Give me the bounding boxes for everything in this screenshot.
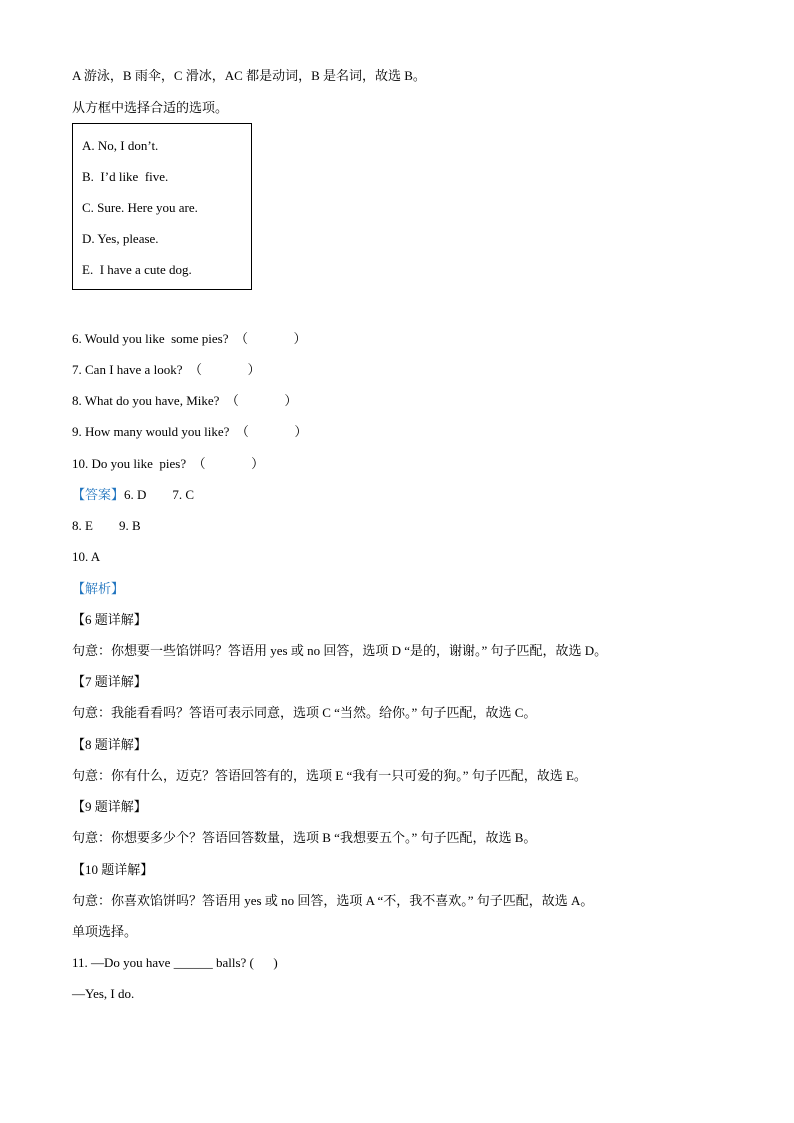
answer-label: 【答案】 bbox=[72, 487, 125, 502]
question-9: 9. How many would you like? （ ） bbox=[72, 424, 308, 439]
option-e: E. I have a cute dog. bbox=[82, 262, 192, 277]
option-b: B. I’d like five. bbox=[82, 169, 169, 184]
section-title: 单项选择。 bbox=[72, 924, 138, 939]
detail-heading-8: 【8 题详解】 bbox=[72, 737, 147, 752]
option-c: C. Sure. Here you are. bbox=[82, 200, 198, 215]
detail-text-10: 句意：你喜欢馅饼吗？答语用 yes 或 no 回答，选项 A “不，我不喜欢。” 句子匹配，故选 A。 bbox=[72, 893, 594, 908]
question-8: 8. What do you have, Mike? （ ） bbox=[72, 393, 298, 408]
detail-heading-7: 【7 题详解】 bbox=[72, 674, 147, 689]
question-11-reply: —Yes, I do. bbox=[72, 986, 135, 1001]
detail-heading-10: 【10 题详解】 bbox=[72, 862, 154, 877]
answer-line-1 bbox=[72, 486, 194, 504]
detail-heading-6: 【6 题详解】 bbox=[72, 612, 147, 627]
analysis-label: 【解析】 bbox=[72, 581, 125, 596]
answer-line-2: 8. E 9. B bbox=[72, 518, 141, 533]
detail-heading-9: 【9 题详解】 bbox=[72, 799, 147, 814]
detail-text-8: 句意：你有什么，迈克？答语回答有的，选项 E “我有一只可爱的狗。” 句子匹配，故选 E。 bbox=[72, 768, 587, 783]
option-d: D. Yes, please. bbox=[82, 231, 159, 246]
question-6: 6. Would you like some pies? （ ） bbox=[72, 331, 307, 346]
answer-text-1: 6. D 7. C bbox=[124, 487, 195, 502]
intro-line-2: 从方框中选择合适的选项。 bbox=[72, 100, 229, 115]
question-7: 7. Can I have a look? （ ） bbox=[72, 362, 261, 377]
detail-text-9: 句意：你想要多少个？答语回答数量，选项 B “我想要五个。” 句子匹配，故选 B。 bbox=[72, 830, 537, 845]
question-11: 11. —Do you have ______ balls? ( ) bbox=[72, 955, 278, 970]
detail-text-7: 句意：我能看看吗？答语可表示同意，选项 C “当然。给你。” 句子匹配，故选 C。 bbox=[72, 705, 537, 720]
option-a: A. No, I don’t. bbox=[82, 138, 159, 153]
detail-text-6: 句意：你想要一些馅饼吗？答语用 yes 或 no 回答，选项 D “是的，谢谢。” 句子匹配，故选 D。 bbox=[72, 643, 608, 658]
intro-line-1: A 游泳，B 雨伞，C 滑冰，AC 都是动词，B 是名词，故选 B。 bbox=[72, 68, 426, 83]
answer-line-3: 10. A bbox=[72, 549, 101, 564]
options-box bbox=[72, 123, 252, 290]
question-10: 10. Do you like pies? （ ） bbox=[72, 456, 265, 471]
